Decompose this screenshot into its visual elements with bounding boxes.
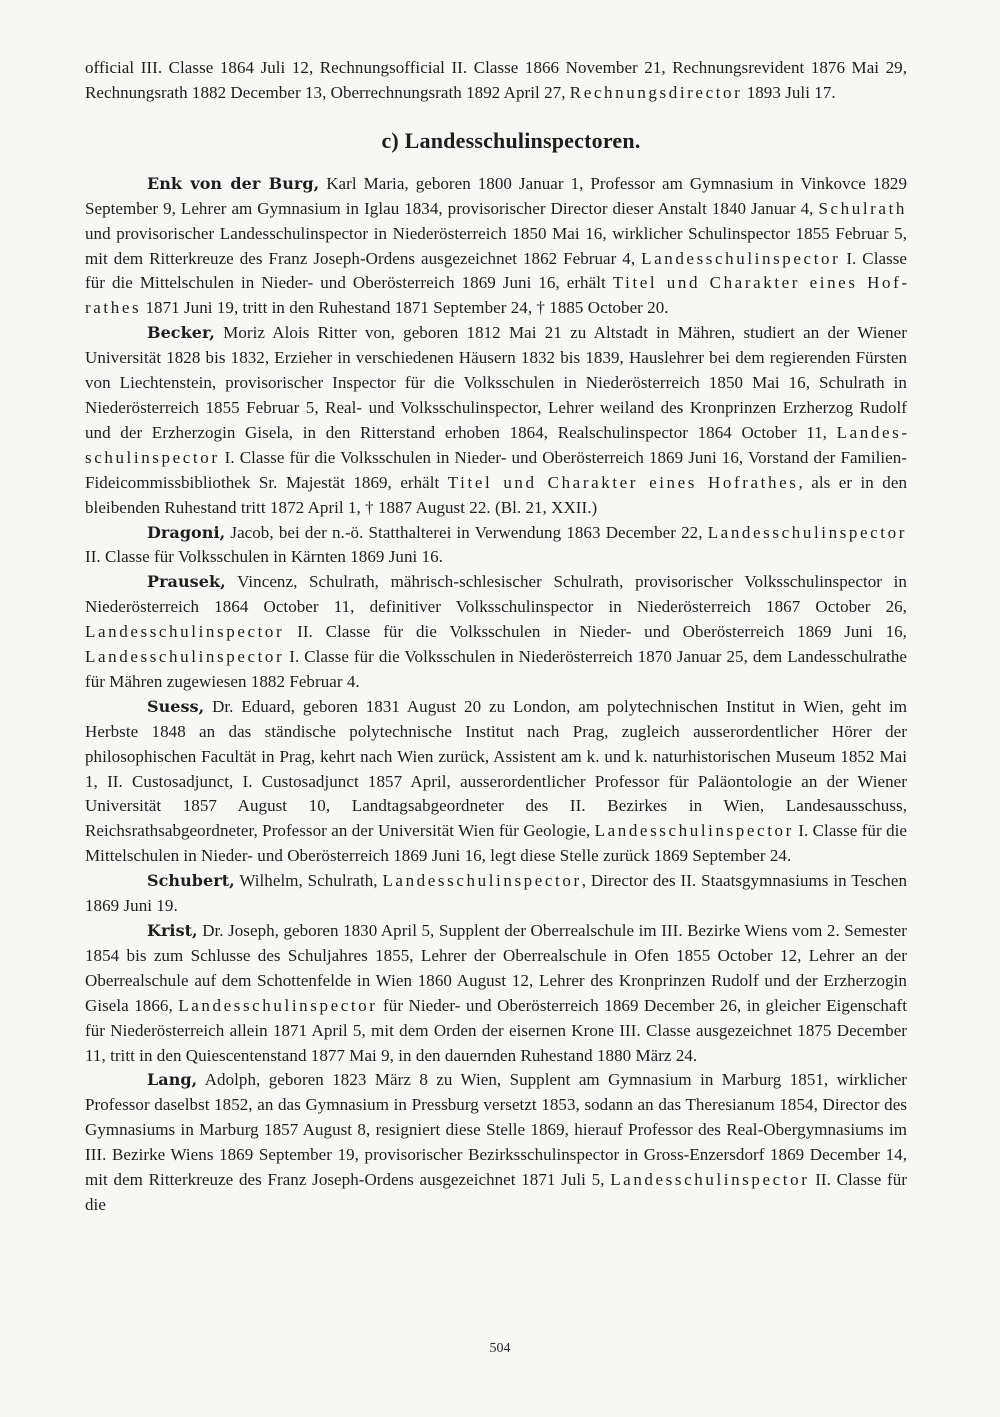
entry-text: Vincenz, Schulrath, mährisch-schlesischer Schulrath, provisorischer Volksschulinspector in Niederösterreich 1864 October 11, definitiver Volksschulinspector in Niederösterreich 1867 October 26,	[85, 572, 907, 617]
biography-entry-krist	[85, 919, 907, 1068]
spaced-text: Landesschulinspector	[178, 995, 378, 1015]
entry-text: Dr. Joseph, geboren 1830 April 5, Supplent der Oberrealschule im III. Bezirke Wiens vom 2. Semester 1854 bis zum Schlusse des Schuljahres 1855, Lehrer der Oberrealschule in Ofen 1855 October 12, Lehrer an der Oberrealschule auf dem Schottenfelde in Wien 1860 August 12, Lehrer des Kronprinzen Rudolf und der Erzherzogin Gisela 1866,	[85, 921, 907, 1015]
biography-entry-suess	[85, 695, 907, 869]
biography-entry-prausek	[85, 570, 907, 695]
entry-text: Adolph, geboren 1823 März 8 zu Wien, Supplent am Gymnasium in Marburg 1851, wirklicher Professor daselbst 1852, an das Gymnasium in Pressburg versetzt 1853, sodann an das Theresianum 1854, Director des Gymnasiums in Marburg 1857 August 8, resigniert diese Stelle 1869, hierauf Professor des Real-Obergymnasiums im III. Bezirke Wiens 1869 September 19, provisorischer Bezirksschulinspector in Gross-Enzersdorf 1869 December 14, mit dem Ritterkreuze des Franz Joseph-Ordens ausgezeichnet 1871 Juli 5,	[85, 1070, 907, 1190]
entry-text: I. Classe für die Volksschulen in Niederösterreich 1870 Januar 25, dem Landesschulrathe für Mähren zugewiesen 1882 Februar 4.	[85, 647, 907, 691]
spaced-text: Landesschulinspector	[85, 647, 285, 667]
continuation-text: official III. Classe 1864 Juli 12, Rechnungsofficial II. Classe 1866 November 21, Rechnungsrevident 1876 Mai 29, Rechnungsrath 1882 December 13, Oberrechnungsrath 1892 April 27,	[85, 58, 907, 102]
entry-text: II. Classe für die Volksschulen in Nieder- und Oberösterreich 1869 Juni 16,	[284, 622, 907, 642]
entry-name: Krist,	[147, 921, 198, 940]
spaced-text: Landesschulinspector	[610, 1170, 810, 1190]
entry-text: , Director des II. Staatsgymnasiums in Teschen 1869 Juni 19.	[85, 871, 908, 916]
page-number: 504	[489, 1341, 511, 1356]
spaced-text: Landesschulinspector	[85, 422, 907, 467]
entry-name: Prausek,	[147, 572, 226, 592]
entry-text: Karl Maria, geboren 1800 Januar 1, Professor am Gymnasium in Vinkovce 1829 September 9, Lehrer am Gymnasium in Iglau 1834, provisorischer Director dieser Anstalt 1840 Januar 4,	[85, 173, 908, 218]
entry-text: II. Classe für die	[85, 1170, 907, 1214]
entry-name: Dragoni,	[147, 522, 226, 542]
entry-text: und provisorischer Landesschulinspector in Niederösterreich 1850 Mai 16, wirklicher Schulinspector 1855 Februar 5, mit dem Ritterkreuze des Franz Joseph-Ordens ausgezeichnet 1862 Februar 4,	[85, 223, 907, 268]
entry-text: I. Classe für die Mittelschulen in Nieder- und Oberösterreich 1869 Juni 16, erhält	[85, 248, 907, 293]
biography-entry-schubert	[85, 869, 907, 919]
entry-text: Moriz Alois Ritter von, geboren 1812 Mai 21 zu Altstadt in Mähren, studiert an der Wiener Universität 1828 bis 1832, Erzieher in verschiedenen Häusern 1832 bis 1839, Hauslehrer bei dem regierenden Fürsten von Liechtenstein, provisorischer Inspector für die Volksschulen in Niederösterreich 1850 Mai 16, Schulrath in Niederösterreich 1855 Februar 5, Real- und Volksschulinspector, Lehrer weiland des Kronprinzen Erzherzog Rudolf und der Erzherzogin Gisela, in den Ritterstand erhoben 1864, Realschulinspector 1864 October 11,	[85, 323, 907, 442]
spaced-text: Landesschulinspector	[382, 871, 582, 891]
biography-entry-lang	[85, 1068, 907, 1217]
spaced-text: Titel und Charakter eines Hofrathes	[447, 472, 799, 492]
entry-text: I. Classe für die Volksschulen in Nieder- und Oberösterreich 1869 Juni 16, Vorstand der Familien-Fideicommissbibliothek Sr. Majestät 1869, erhält	[85, 447, 907, 492]
section-heading: c) Landesschulinspectoren.	[381, 127, 641, 153]
continuation-paragraph	[85, 56, 907, 106]
entry-name: Enk von der Burg,	[147, 173, 320, 193]
continuation-text: 1893 Juli 17.	[742, 82, 836, 102]
spaced-text: Rechnungsdirector	[569, 82, 743, 102]
entry-text: Dr. Eduard, geboren 1831 August 20 zu London, am polytechnischen Institut in Wien, geht im Herbste 1848 an das ständische polytechnische Institut nach Prag, zugleich ausserordentlicher Hörer der philosophischen Facultät in Prag, kehrt nach Wien zurück, Assistent am k. und k. naturhistorischen Museum 1852 Mai 1, II. Custosadjunct, I. Custosadjunct 1857 April, ausserordentlicher Professor für Paläontologie an der Wiener Universität 1857 August 10, Landtagsabgeordneter des II. Bezirkes in Wien, Landesausschuss, Reichsrathsabgeordneter, Professor an der Universität Wien für Geologie,	[85, 696, 907, 841]
entry-name: Becker,	[147, 323, 215, 343]
entry-text: , als er in den bleibenden Ruhestand tritt 1872 April 1, † 1887 August 22. (Bl. 21, XXII.)	[85, 472, 908, 517]
spaced-text: Landesschulinspector	[707, 522, 907, 542]
spaced-text: Landesschulinspector	[594, 821, 794, 841]
entry-text: Jacob, bei der n.-ö. Statthalterei in Verwendung 1863 December 22,	[225, 522, 708, 542]
biography-entry-dragoni	[85, 521, 907, 571]
entry-name: Lang,	[147, 1070, 198, 1090]
entry-text: II. Classe für Volksschulen in Kärnten 1869 Juni 16.	[85, 547, 443, 567]
entry-text: für Nieder- und Oberösterreich 1869 December 26, in gleicher Eigenschaft für Niederösterreich allein 1871 April 5, mit dem Orden der eisernen Krone III. Classe ausgezeichnet 1875 December 11, tritt in den Quiescentenstand 1877 Mai 9, in den dauernden Ruhestand 1880 März 24.	[85, 995, 907, 1065]
entry-text: I. Classe für die Mittelschulen in Nieder- und Oberösterreich 1869 Juni 16, legt diese Stelle zurück 1869 September 24.	[85, 821, 907, 866]
spaced-text: Schulrath	[818, 198, 907, 218]
entry-text: 1871 Juni 19, tritt in den Ruhestand 1871 September 24, † 1885 October 20.	[141, 298, 669, 318]
entry-text: Wilhelm, Schulrath,	[234, 871, 383, 891]
spaced-text: Landesschulinspector	[641, 248, 841, 268]
entry-name: Schubert,	[147, 871, 235, 891]
biography-entry-enk	[85, 172, 907, 321]
spaced-text: Landesschulinspector	[85, 622, 285, 642]
biography-entry-becker	[85, 321, 907, 520]
spaced-text: Titel und Charakter eines Hofrathes	[85, 273, 908, 318]
entry-name: Suess,	[147, 696, 205, 716]
